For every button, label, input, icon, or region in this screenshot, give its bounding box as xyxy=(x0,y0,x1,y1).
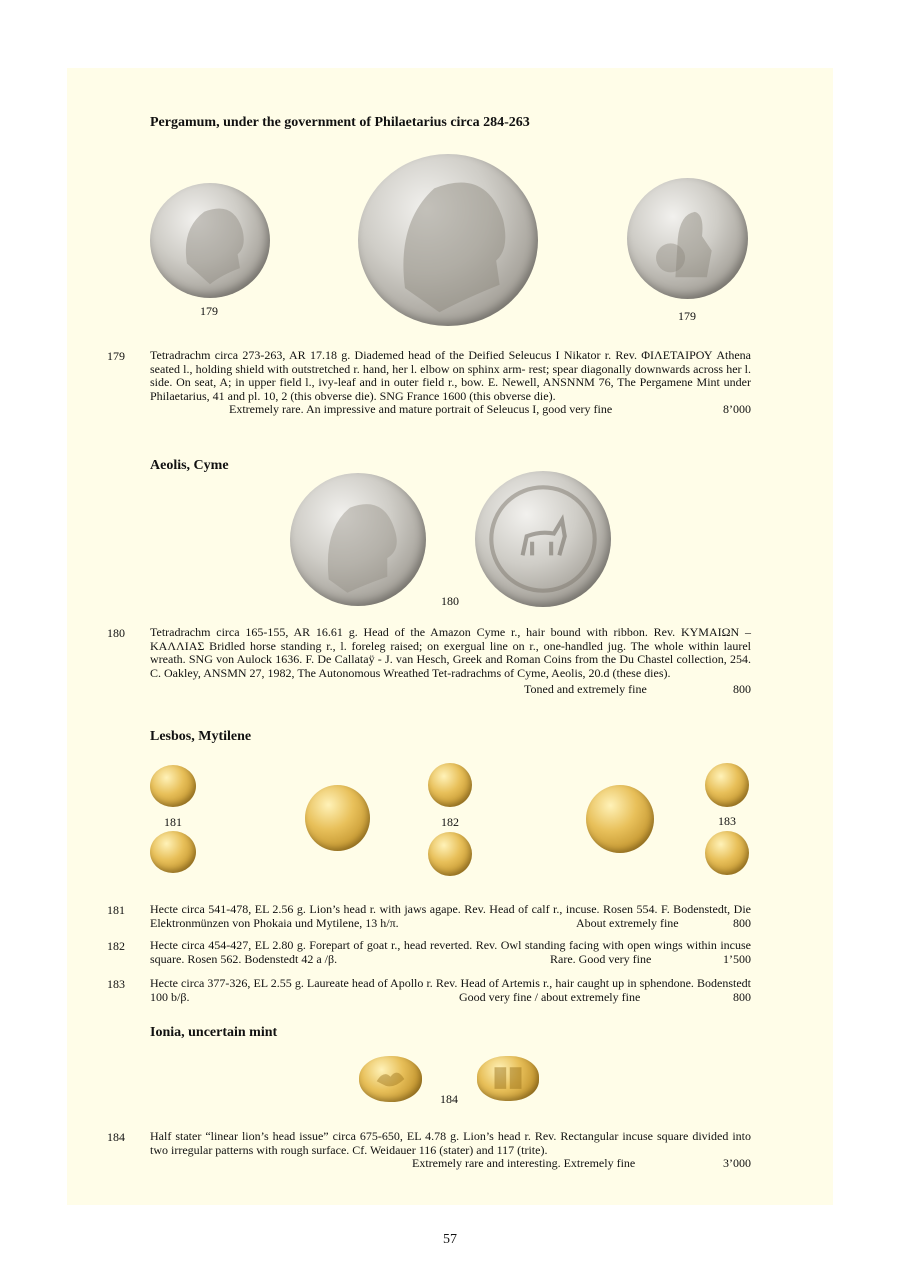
lot-grade-line xyxy=(150,403,751,417)
coin-photo-183-obverse-small xyxy=(705,763,749,807)
lot-grade: Toned and extremely fine xyxy=(524,682,647,696)
coin-label: 183 xyxy=(718,814,736,828)
lot-price: 3’000 xyxy=(723,1156,751,1171)
lot-grade: Extremely rare. An impressive and mature portrait of Seleucus I, good very fine xyxy=(229,402,613,417)
lot-grade: Rare. Good very fine xyxy=(550,952,652,966)
coin-photo-182-obverse-small xyxy=(428,763,472,807)
lot-grade: Good very fine / about extremely fine xyxy=(459,990,641,1004)
lot-number: 180 xyxy=(107,626,125,640)
lot-grade-line xyxy=(150,1157,751,1171)
lot-description-179 xyxy=(150,349,751,417)
coin-label: 181 xyxy=(164,815,182,829)
lot-grade: About extremely fine xyxy=(576,916,679,930)
lot-price: 800 xyxy=(733,682,751,696)
coin-photo-180-obverse xyxy=(290,473,426,606)
lot-text: Tetradrachm circa 165-155, AR 16.61 g. Head of the Amazon Cyme r., hair bound with ribbon. Rev. ΚΥΜΑΙΩΝ – ΚΑΛΛΙΑΣ Bridled horse standing r., l. foreleg raised; on exergual line on r., one-handled jug. The whole within laurel wreath. SNG von Aulock 1636. F. De Callataÿ - J. van Hesch, Greek and Roman Coins from the Du Chastel collection, 254. C. Oakley, ANSMN 27, 1982, The Autonomous Wreathed Tet-radrachms of Cyme, Aeolis, 20.d (these dies). xyxy=(150,625,751,680)
lot-number: 182 xyxy=(107,939,125,953)
coin-photo-180-reverse xyxy=(475,471,611,607)
lot-number: 183 xyxy=(107,977,125,991)
lot-description-183 xyxy=(150,977,751,1004)
coin-photo-184-reverse xyxy=(477,1056,539,1101)
lot-text: Half stater “linear lion’s head issue” circa 675-650, EL 4.78 g. Lion’s head r. Rev. Rectangular incuse square divided into two irregular patterns with rough surface. Cf. Weidauer 116 (stater) and 117 (trite). xyxy=(150,1129,751,1157)
coin-photo-179-obverse-large xyxy=(358,154,538,326)
coin-photo-182-obverse-large xyxy=(305,785,370,851)
section-heading-pergamum: Pergamum, under the government of Philaetarius circa 284-263 xyxy=(150,115,530,130)
lot-number: 179 xyxy=(107,349,125,363)
section-heading-lesbos-mytilene: Lesbos, Mytilene xyxy=(150,729,252,744)
lot-price: 800 xyxy=(733,990,751,1004)
coin-photo-179-reverse xyxy=(627,178,748,299)
lot-text: Hecte circa 454-427, EL 2.80 g. Forepart of goat r., head reverted. Rev. Owl standing facing with open wings within incuse square. Rosen 562. Bodenstedt 42 a /β. xyxy=(150,938,751,966)
coin-label: 184 xyxy=(440,1092,458,1106)
lot-text: Hecte circa 377-326, EL 2.55 g. Laureate head of Apollo r. Rev. Head of Artemis r., hair caught up in sphendone. Bodenstedt 100 b/β. xyxy=(150,976,751,1004)
coin-label: 179 xyxy=(678,309,696,323)
coin-label: 180 xyxy=(441,594,459,608)
lot-number: 181 xyxy=(107,903,125,917)
coin-photo-181-obverse xyxy=(150,765,196,807)
lot-grade: Extremely rare and interesting. Extremely fine xyxy=(412,1156,636,1171)
coin-photo-183-reverse xyxy=(705,831,749,875)
lot-description-184 xyxy=(150,1130,751,1171)
lot-description-180 xyxy=(150,625,751,696)
coin-photo-181-reverse xyxy=(150,831,196,873)
section-heading-ionia-uncertain-mint: Ionia, uncertain mint xyxy=(150,1025,278,1040)
coin-photo-182-reverse xyxy=(428,832,472,876)
coin-photo-179-obverse-small xyxy=(150,183,270,298)
lot-price: 1’500 xyxy=(723,952,751,966)
coin-label: 179 xyxy=(200,304,218,318)
lot-text: Tetradrachm circa 273-263, AR 17.18 g. Diademed head of the Deified Seleucus I Nikator r. Rev. ΦΙΛΕΤΑΙΡΟΥ Athena seated l., holding shield with outstretched r. hand, her l. elbow on sphinx arm- rest; spear diagonally downwards across her l. side. On seat, A; in upper field l., ivy-leaf and in outer field r., bow. E. Newell, ANSNNM 76, The Pergamene Mint under Philaetarius, 41 and pl. 10, 2 (this obverse die). SNG France 1600 (this obverse die). xyxy=(150,348,751,403)
lot-description-182 xyxy=(150,939,751,966)
coin-photo-183-obverse-large xyxy=(586,785,654,853)
lot-number: 184 xyxy=(107,1130,125,1144)
page-number: 57 xyxy=(443,1232,457,1247)
coin-photo-184-obverse xyxy=(359,1056,422,1102)
lot-description-181 xyxy=(150,903,751,930)
lot-price: 8’000 xyxy=(723,402,751,417)
lot-text: Hecte circa 541-478, EL 2.56 g. Lion’s head r. with jaws agape. Rev. Head of calf r., incuse. Rosen 554. F. Bodenstedt, Die Elektronmünzen von Phokaia und Mytilene, 13 h/π. xyxy=(150,902,751,930)
lot-price: 800 xyxy=(733,916,751,930)
coin-label: 182 xyxy=(441,815,459,829)
section-heading-aeolis-cyme: Aeolis, Cyme xyxy=(150,458,229,473)
